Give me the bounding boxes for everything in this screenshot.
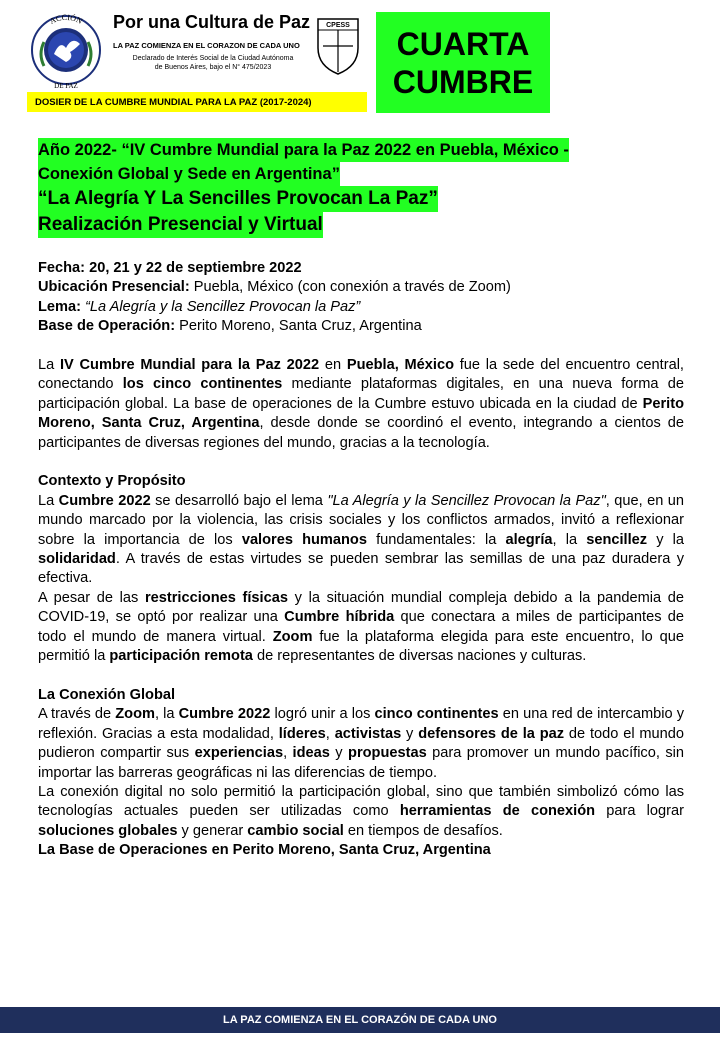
lema-line: Lema: “La Alegría y la Sencillez Provocan la Paz” [38, 298, 361, 315]
contexto-paragraph-2: A pesar de las restricciones físicas y la situación mundial compleja debido a la pandemia de COVID-19, se optó por realizar una Cumbre híbrida que conectara a miles de participantes de todo el mundo de manera virtual. Zoom fue la plataforma elegida para este encuentro, lo que permitió la participación remota de representantes de diversas naciones y culturas. [38, 589, 685, 665]
footer-banner: LA PAZ COMIENZA EN EL CORAZÓN DE CADA UNO [0, 1007, 720, 1033]
base-operaciones-heading: La Base de Operaciones en Perito Moreno, Santa Cruz, Argentina [38, 842, 491, 859]
conexion-paragraph-1: A través de Zoom, la Cumbre 2022 logró unir a los cinco continentes en una red de intercambio y reflexión. Gracias a esta modalidad, líderes, activistas y defensores de la paz de todo el mundo pudieron compartir sus experiencias, ideas y propuestas para promover un mundo pacífico, sin importar las barreras geográficas ni las diferencias de tiempo. [38, 706, 685, 781]
logo-bottom-text: DE PAZ [54, 82, 78, 90]
cpess-shield-logo [315, 16, 361, 76]
declaration-line-1: Declarado de Interés Social de la Ciudad Autónoma [132, 55, 294, 62]
title-line-2: Conexión Global y Sede en Argentina” [38, 162, 340, 186]
base-line: Base de Operación: Perito Moreno, Santa Cruz, Argentina [38, 318, 422, 335]
shield-text: CPESS [326, 22, 350, 29]
contexto-paragraph-1: La Cumbre 2022 se desarrolló bajo el lema "La Alegría y la Sencillez Provocan la Paz", que, en un mundo marcado por la violencia, las crisis sociales y los conflictos armados, invitó a reflexionar sobre la importancia de los valores humanos fundamentales: la alegría, la sencillez y la solidaridad. A través de estas virtudes se pueden sembrar las semillas de una paz duradera y efectiva. [38, 492, 684, 587]
fecha-line: Fecha: 20, 21 y 22 de septiembre 2022 [38, 260, 302, 276]
title-block [38, 138, 569, 238]
title-line-4: Realización Presencial y Virtual [38, 212, 323, 238]
cuarta-cumbre-badge [376, 12, 550, 113]
org-motto: LA PAZ COMIENZA EN EL CORAZON DE CADA UNO [113, 41, 300, 50]
badge-line-2: CUMBRE [392, 63, 534, 100]
ubicacion-line: Ubicación Presencial: Puebla, México (con conexión a través de Zoom) [38, 279, 511, 296]
dossier-banner: DOSIER DE LA CUMBRE MUNDIAL PARA LA PAZ (2017-2024) [27, 92, 367, 112]
title-line-3: “La Alegría Y La Sencilles Provocan La Paz” [38, 186, 438, 212]
intro-paragraph: La IV Cumbre Mundial para la Paz 2022 en Puebla, México fue la sede del encuentro central, conectando los cinco continentes mediante plataformas digitales, en una nueva forma de participación global. La base de operaciones de la Cumbre estuvo ubicada en la ciudad de Perito Moreno, Santa Cruz, Argentina, desde donde se coordinó el evento, integrando a cientos de participantes de diversas regiones del mundo, gracias a la tecnología. [38, 357, 684, 451]
document-body [38, 259, 684, 861]
declaration-line-2: de Buenos Aires, bajo el N° 475/2023 [154, 64, 272, 71]
accion-de-paz-logo [30, 4, 102, 96]
conexion-paragraph-2: La conexión digital no solo permitió la participación global, sino que también simbolizó cómo las tecnologías actuales pueden ser utilizadas como herramientas de conexión para lograr soluciones globales y generar cambio social en tiempos de desafíos. [38, 783, 684, 839]
contexto-heading: Contexto y Propósito [38, 473, 186, 490]
badge-line-1: CUARTA [396, 25, 530, 62]
conexion-heading: La Conexión Global [38, 686, 176, 703]
org-declaration [113, 54, 313, 72]
title-line-1: Año 2022- “IV Cumbre Mundial para la Paz 2022 en Puebla, México - [38, 138, 569, 162]
logo-top-text: ACCIÓN [48, 12, 84, 26]
org-title: Por una Cultura de Paz [113, 12, 311, 32]
